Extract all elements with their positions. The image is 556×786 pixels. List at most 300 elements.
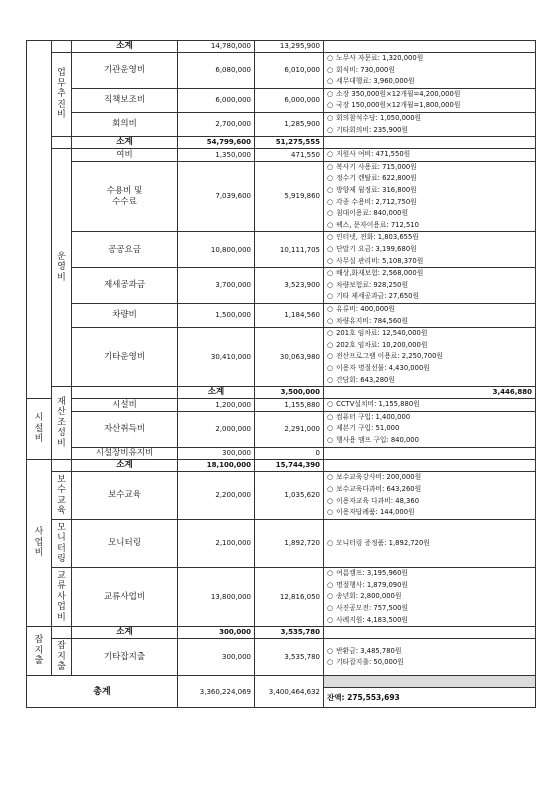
item-name — [72, 472, 178, 520]
detail-line — [327, 197, 532, 209]
detail-line — [327, 244, 532, 256]
item-name — [72, 303, 178, 327]
table-row — [27, 387, 536, 399]
item-name-text: 여비 — [116, 149, 133, 160]
item-name-text: 자산취득비 — [103, 423, 146, 434]
asset-subtotal-label — [178, 387, 255, 399]
detail-line — [327, 208, 532, 220]
bullet-icon: ○ — [327, 233, 334, 242]
item-budget — [178, 639, 255, 676]
subtotal-detail — [324, 41, 536, 53]
detail-text: 침대이용료: 840,000원 — [336, 209, 409, 218]
item-exec — [255, 268, 324, 304]
item-name-text: 제세공과금 — [103, 280, 146, 291]
detail-line — [327, 113, 532, 125]
detail-line — [327, 363, 532, 375]
misc-category-label-text: 잡 지 출 — [34, 635, 44, 667]
item-budget — [178, 520, 255, 568]
item-name-text: 회의비 — [112, 119, 137, 130]
detail-line — [327, 399, 532, 411]
detail-line — [327, 328, 532, 340]
project-group-label — [52, 472, 72, 520]
detail-text: 보수교육강사비: 200,000원 — [336, 473, 422, 482]
detail-text: 사진공모전: 757,500원 — [336, 603, 409, 612]
detail-cell — [324, 472, 536, 520]
detail-text: 제본기 구입: 51,000 — [336, 424, 400, 433]
detail-text: 이용자교육 다과비: 48,360 — [336, 496, 420, 505]
detail-text: 각종 수용비: 2,712,750원 — [336, 197, 417, 206]
detail-line — [327, 646, 532, 658]
detail-text: 국장 150,000원×12개월=1,800,000원 — [336, 101, 461, 110]
table-row — [27, 568, 536, 627]
detail-text: 사무실 관리비: 5,108,370원 — [336, 256, 424, 265]
detail-line — [327, 603, 532, 615]
item-name — [72, 112, 178, 136]
ops-subtotal-label — [72, 137, 178, 149]
item-exec-text: 1,892,720 — [284, 539, 320, 548]
bullet-icon: ○ — [327, 256, 334, 265]
detail-text: 지원사 여비: 471,550원 — [336, 150, 411, 159]
bullet-icon: ○ — [327, 615, 334, 624]
item-budget-text: 1,200,000 — [215, 400, 251, 409]
item-budget — [178, 112, 255, 136]
detail-cell — [324, 112, 536, 136]
detail-line — [327, 496, 532, 508]
project-subtotal-detail — [324, 460, 536, 472]
detail-line — [327, 268, 532, 280]
bullet-icon: ○ — [327, 150, 334, 159]
detail-cell — [324, 520, 536, 568]
detail-text: 이용자 명절선물: 4,430,000원 — [336, 363, 430, 372]
project-category-label-text: 사 업 비 — [34, 527, 44, 559]
table-row — [27, 520, 536, 568]
item-exec-text: 10,111,705 — [279, 245, 320, 254]
asset-subtotal-exec-text: 3,446,880 — [492, 388, 532, 397]
detail-text: 모니터링 증정품: 1,892,720원 — [336, 538, 430, 547]
item-exec-text: 6,010,000 — [284, 66, 320, 75]
detail-text: 차량보험료: 928,250원 — [336, 280, 409, 289]
detail-line — [327, 304, 532, 316]
item-budget-text: 30,410,000 — [210, 352, 251, 361]
item-exec-text: 1,035,620 — [284, 491, 320, 500]
item-exec — [255, 472, 324, 520]
item-budget — [178, 399, 255, 412]
item-budget-text: 300,000 — [222, 652, 251, 661]
total-gray — [324, 676, 536, 688]
item-budget-text: 1,350,000 — [215, 150, 251, 159]
item-name-text: 차량비 — [112, 310, 137, 321]
item-exec-text: 3,523,900 — [284, 281, 320, 290]
detail-line — [327, 423, 532, 435]
bullet-icon: ○ — [327, 54, 334, 62]
item-exec-text: 471,550 — [291, 150, 320, 159]
detail-text: 복사기 사용료: 715,000원 — [336, 162, 417, 171]
total-exec — [255, 676, 324, 708]
item-name-text: 직책보조비 — [103, 95, 146, 106]
bullet-icon: ○ — [327, 496, 334, 505]
item-name — [72, 639, 178, 676]
detail-line — [327, 484, 532, 496]
detail-text: 컴퓨터 구입: 1,400,000 — [336, 412, 411, 421]
item-budget-text: 2,700,000 — [215, 120, 251, 129]
detail-text: 소장 350,000원×12개월=4,200,000원 — [336, 89, 461, 98]
detail-text: 이용자답례품: 144,000원 — [336, 508, 415, 517]
detail-line — [327, 657, 532, 669]
table-row — [27, 676, 536, 688]
asset-subtotal-label-text: 소계 — [207, 387, 225, 398]
item-name — [72, 268, 178, 304]
item-exec-text: 12,816,050 — [279, 592, 320, 601]
project-subtotal-label-text: 소계 — [116, 460, 133, 471]
detail-cell — [324, 268, 536, 304]
detail-line — [327, 162, 532, 174]
detail-text: 정수기 렌탈료: 622,800원 — [336, 174, 417, 183]
bullet-icon: ○ — [327, 580, 334, 589]
detail-text: 방향제 월정료: 316,800원 — [336, 185, 417, 194]
bullet-icon: ○ — [327, 244, 334, 253]
item-name — [72, 149, 178, 162]
bullet-icon: ○ — [327, 435, 334, 444]
misc-subtotal-detail — [324, 627, 536, 639]
item-name — [72, 568, 178, 627]
detail-line — [327, 256, 532, 268]
balance — [324, 688, 536, 708]
detail-text: 기타 제세공과금: 27,650원 — [336, 292, 420, 301]
item-name — [72, 53, 178, 89]
misc-category-label — [27, 627, 52, 676]
detail-line — [327, 220, 532, 232]
item-exec-text: 30,063,980 — [279, 352, 320, 361]
table-row — [27, 268, 536, 304]
item-exec-text: 2,291,000 — [284, 424, 320, 433]
detail-text: 세무대행료: 3,960,000원 — [336, 77, 415, 86]
item-exec-text: 1,285,900 — [284, 120, 320, 129]
item-budget — [178, 568, 255, 627]
detail-line — [327, 316, 532, 328]
subtotal-label-text: 소계 — [116, 41, 133, 52]
item-name — [72, 447, 178, 460]
bullet-icon: ○ — [327, 340, 334, 349]
bullet-icon: ○ — [327, 646, 334, 655]
ops-subtotal-budget-text: 54,799,600 — [206, 138, 251, 147]
item-budget-text: 3,700,000 — [215, 281, 251, 290]
detail-cell — [324, 149, 536, 162]
asset-group-label-text: 시 설 비 — [34, 413, 44, 445]
project-subtotal-budget-text: 18,100,000 — [206, 461, 251, 470]
detail-text: 보수교육다과비: 643,260원 — [336, 485, 422, 494]
detail-line — [327, 507, 532, 519]
detail-text: 송년회: 2,800,000원 — [336, 592, 402, 601]
detail-line — [327, 340, 532, 352]
total-label — [27, 676, 178, 708]
item-exec — [255, 149, 324, 162]
item-name-text: 시설장비유지비 — [95, 448, 154, 459]
bullet-icon: ○ — [327, 508, 334, 517]
detail-line — [327, 375, 532, 387]
asset-group-label — [27, 399, 52, 460]
item-budget — [178, 232, 255, 268]
detail-text: CCTV설치비: 1,155,880원 — [336, 400, 420, 409]
misc-subtotal-blank — [52, 627, 72, 639]
budget-table-body — [27, 41, 536, 708]
detail-text: 행사용 앰프 구입: 840,000 — [336, 435, 419, 444]
detail-line — [327, 173, 532, 185]
biz-group-label-text: 업 무 추 진 비 — [57, 68, 66, 121]
item-name-text: 시설비 — [112, 399, 137, 410]
bullet-icon: ○ — [327, 220, 334, 229]
bullet-icon: ○ — [327, 125, 334, 134]
misc-subtotal-budget — [178, 627, 255, 639]
budget-table — [26, 40, 536, 708]
item-budget — [178, 149, 255, 162]
bullet-icon: ○ — [327, 316, 334, 325]
item-budget — [178, 447, 255, 460]
bullet-icon: ○ — [327, 174, 334, 183]
table-row — [27, 627, 536, 639]
asset-category-label — [52, 387, 72, 460]
misc-subtotal-exec-text: 3,535,780 — [280, 628, 320, 637]
item-exec — [255, 447, 324, 460]
item-name-text: 기타잡지출 — [103, 651, 146, 662]
detail-line — [327, 615, 532, 627]
total-budget-text: 3,360,224,069 — [199, 687, 251, 696]
asset-subtotal-budget-text: 3,500,000 — [280, 388, 320, 397]
detail-line — [327, 100, 532, 112]
detail-cell — [324, 303, 536, 327]
detail-cell — [324, 88, 536, 112]
item-name-text: 기관운영비 — [103, 65, 146, 76]
asset-subtotal-budget — [255, 387, 324, 399]
item-exec — [255, 639, 324, 676]
total-exec-text: 3,400,464,632 — [268, 687, 320, 696]
bullet-icon: ○ — [327, 569, 334, 578]
detail-line — [327, 472, 532, 484]
bullet-icon: ○ — [327, 400, 334, 409]
item-exec-text: 0 — [315, 449, 320, 458]
bullet-icon: ○ — [327, 77, 334, 86]
detail-text: 배상,화재보험: 2,568,000원 — [336, 269, 424, 278]
detail-text: 회의참석수당: 1,050,000원 — [336, 113, 422, 122]
detail-text: 노무사 자문료: 1,320,000원 — [336, 54, 424, 62]
item-exec-text: 1,184,560 — [284, 311, 320, 320]
detail-text: 기타회의비: 235,900원 — [336, 125, 409, 134]
bullet-icon: ○ — [327, 209, 334, 218]
item-exec — [255, 411, 324, 447]
project-group-label — [52, 568, 72, 627]
misc-subtotal-budget-text: 300,000 — [219, 628, 251, 637]
ops-subtotal-exec — [255, 137, 324, 149]
detail-cell — [324, 639, 536, 676]
ops-subtotal-exec-text: 51,275,555 — [275, 138, 320, 147]
project-subtotal-exec-text: 15,744,390 — [275, 461, 320, 470]
item-budget-text: 6,000,000 — [215, 96, 251, 105]
subtotal-label — [72, 41, 178, 53]
detail-text: 단말기 요금: 3,199,680원 — [336, 244, 417, 253]
item-budget-text: 7,039,600 — [215, 192, 251, 201]
bullet-icon: ○ — [327, 424, 334, 433]
table-row — [27, 460, 536, 472]
detail-text: 사례지원: 4,183,500원 — [336, 615, 408, 624]
item-budget — [178, 268, 255, 304]
balance-text: 잔액: 275,553,693 — [327, 692, 400, 702]
detail-line — [327, 149, 532, 161]
item-exec — [255, 161, 324, 232]
table-row — [27, 639, 536, 676]
item-exec — [255, 328, 324, 387]
misc-subtotal-exec — [255, 627, 324, 639]
table-row — [27, 161, 536, 232]
ops-group-label-text: 운 영 비 — [57, 251, 66, 283]
detail-line — [327, 538, 532, 550]
detail-line — [327, 232, 532, 244]
table-row — [27, 472, 536, 520]
item-name — [72, 399, 178, 412]
bullet-icon: ○ — [327, 363, 334, 372]
item-exec — [255, 53, 324, 89]
detail-text: 인터넷, 전화: 1,803,655원 — [336, 233, 419, 242]
detail-line — [327, 568, 532, 580]
detail-text: 간담회: 643,280원 — [336, 375, 395, 384]
ops-subtotal-detail — [324, 137, 536, 149]
item-budget — [178, 472, 255, 520]
table-row — [27, 303, 536, 327]
detail-line — [327, 65, 532, 77]
item-budget-text: 13,800,000 — [210, 592, 251, 601]
detail-text: 회식비: 730,000원 — [336, 65, 395, 74]
item-name-text: 모니터링 — [108, 538, 141, 549]
project-category-label — [27, 460, 52, 627]
detail-cell — [324, 161, 536, 232]
detail-line — [327, 580, 532, 592]
ops-subtotal-budget — [178, 137, 255, 149]
detail-cell — [324, 53, 536, 89]
detail-line — [327, 280, 532, 292]
detail-text: 유류비: 400,000원 — [336, 304, 395, 313]
misc-group-label-text: 잡 지 출 — [57, 641, 66, 673]
table-row — [27, 447, 536, 460]
biz-group-label — [52, 53, 72, 137]
detail-line — [327, 591, 532, 603]
bullet-icon: ○ — [327, 375, 334, 384]
item-budget-text: 6,080,000 — [215, 66, 251, 75]
item-name-text: 수용비 및 수수료 — [106, 186, 143, 207]
detail-line — [327, 76, 532, 88]
bullet-icon: ○ — [327, 485, 334, 494]
total-budget — [178, 676, 255, 708]
bullet-icon: ○ — [327, 538, 334, 547]
table-row — [27, 399, 536, 412]
item-name — [72, 328, 178, 387]
item-name — [72, 232, 178, 268]
item-budget-text: 2,100,000 — [215, 539, 251, 548]
detail-line — [327, 412, 532, 424]
bullet-icon: ○ — [327, 473, 334, 482]
bullet-icon: ○ — [327, 185, 334, 194]
item-exec — [255, 520, 324, 568]
item-name — [72, 88, 178, 112]
item-budget — [178, 328, 255, 387]
detail-text: 201호 임차료: 12,540,000원 — [336, 329, 428, 338]
detail-cell — [324, 568, 536, 627]
item-budget-text: 10,800,000 — [210, 245, 251, 254]
detail-line — [327, 291, 532, 303]
bullet-icon: ○ — [327, 280, 334, 289]
detail-text: 여름캠프: 3,195,960원 — [336, 569, 408, 578]
ops-subtotal-label-text: 소계 — [116, 137, 133, 148]
item-budget — [178, 303, 255, 327]
item-name-text: 공공요금 — [108, 244, 141, 255]
misc-subtotal-label — [72, 627, 178, 639]
bullet-icon: ○ — [327, 65, 334, 74]
item-exec-text: 3,535,780 — [284, 652, 320, 661]
detail-cell — [324, 411, 536, 447]
item-exec — [255, 112, 324, 136]
table-row — [27, 328, 536, 387]
project-group-label — [52, 520, 72, 568]
bullet-icon: ○ — [327, 658, 334, 667]
bullet-icon: ○ — [327, 304, 334, 313]
table-row — [27, 411, 536, 447]
bullet-icon: ○ — [327, 592, 334, 601]
table-row — [27, 137, 536, 149]
table-row — [27, 53, 536, 89]
total-label-text: 총계 — [93, 686, 111, 697]
table-row — [27, 88, 536, 112]
detail-text: 기타잡지출: 50,000원 — [336, 658, 404, 667]
table-row — [27, 149, 536, 162]
detail-line — [327, 89, 532, 101]
item-budget-text: 1,500,000 — [215, 311, 251, 320]
bullet-icon: ○ — [327, 101, 334, 110]
bullet-icon: ○ — [327, 162, 334, 171]
bullet-icon: ○ — [327, 269, 334, 278]
item-exec — [255, 232, 324, 268]
detail-cell — [324, 447, 536, 460]
item-budget-text: 300,000 — [222, 449, 251, 458]
item-exec — [255, 568, 324, 627]
bullet-icon: ○ — [327, 352, 334, 361]
subtotal-exec-text: 13,295,900 — [279, 42, 320, 51]
item-exec-text: 6,000,000 — [284, 96, 320, 105]
subtotal-budget — [178, 41, 255, 53]
bullet-icon: ○ — [327, 113, 334, 122]
detail-text: 202호 임차료: 10,200,000원 — [336, 340, 428, 349]
item-name-text: 보수교육 — [108, 490, 141, 501]
project-subtotal-exec — [255, 460, 324, 472]
item-name-text: 교류사업비 — [103, 591, 146, 602]
detail-line — [327, 185, 532, 197]
asset-subtotal-exec — [324, 387, 536, 399]
item-exec — [255, 303, 324, 327]
subtotal-exec — [255, 41, 324, 53]
ops-group-label — [52, 149, 72, 387]
detail-text: 차량유지비: 784,560원 — [336, 316, 409, 325]
project-subtotal-blank — [52, 460, 72, 472]
asset-category-label-text: 재 산 조 성 비 — [57, 396, 66, 449]
item-budget-text: 2,000,000 — [215, 424, 251, 433]
subtotal-budget-text: 14,780,000 — [210, 42, 251, 51]
detail-line — [327, 125, 532, 137]
item-budget — [178, 88, 255, 112]
item-exec — [255, 399, 324, 412]
detail-cell — [324, 328, 536, 387]
bullet-icon: ○ — [327, 292, 334, 301]
table-row — [27, 232, 536, 268]
bullet-icon: ○ — [327, 412, 334, 421]
item-name — [72, 411, 178, 447]
bullet-icon: ○ — [327, 89, 334, 98]
detail-line — [327, 53, 532, 65]
